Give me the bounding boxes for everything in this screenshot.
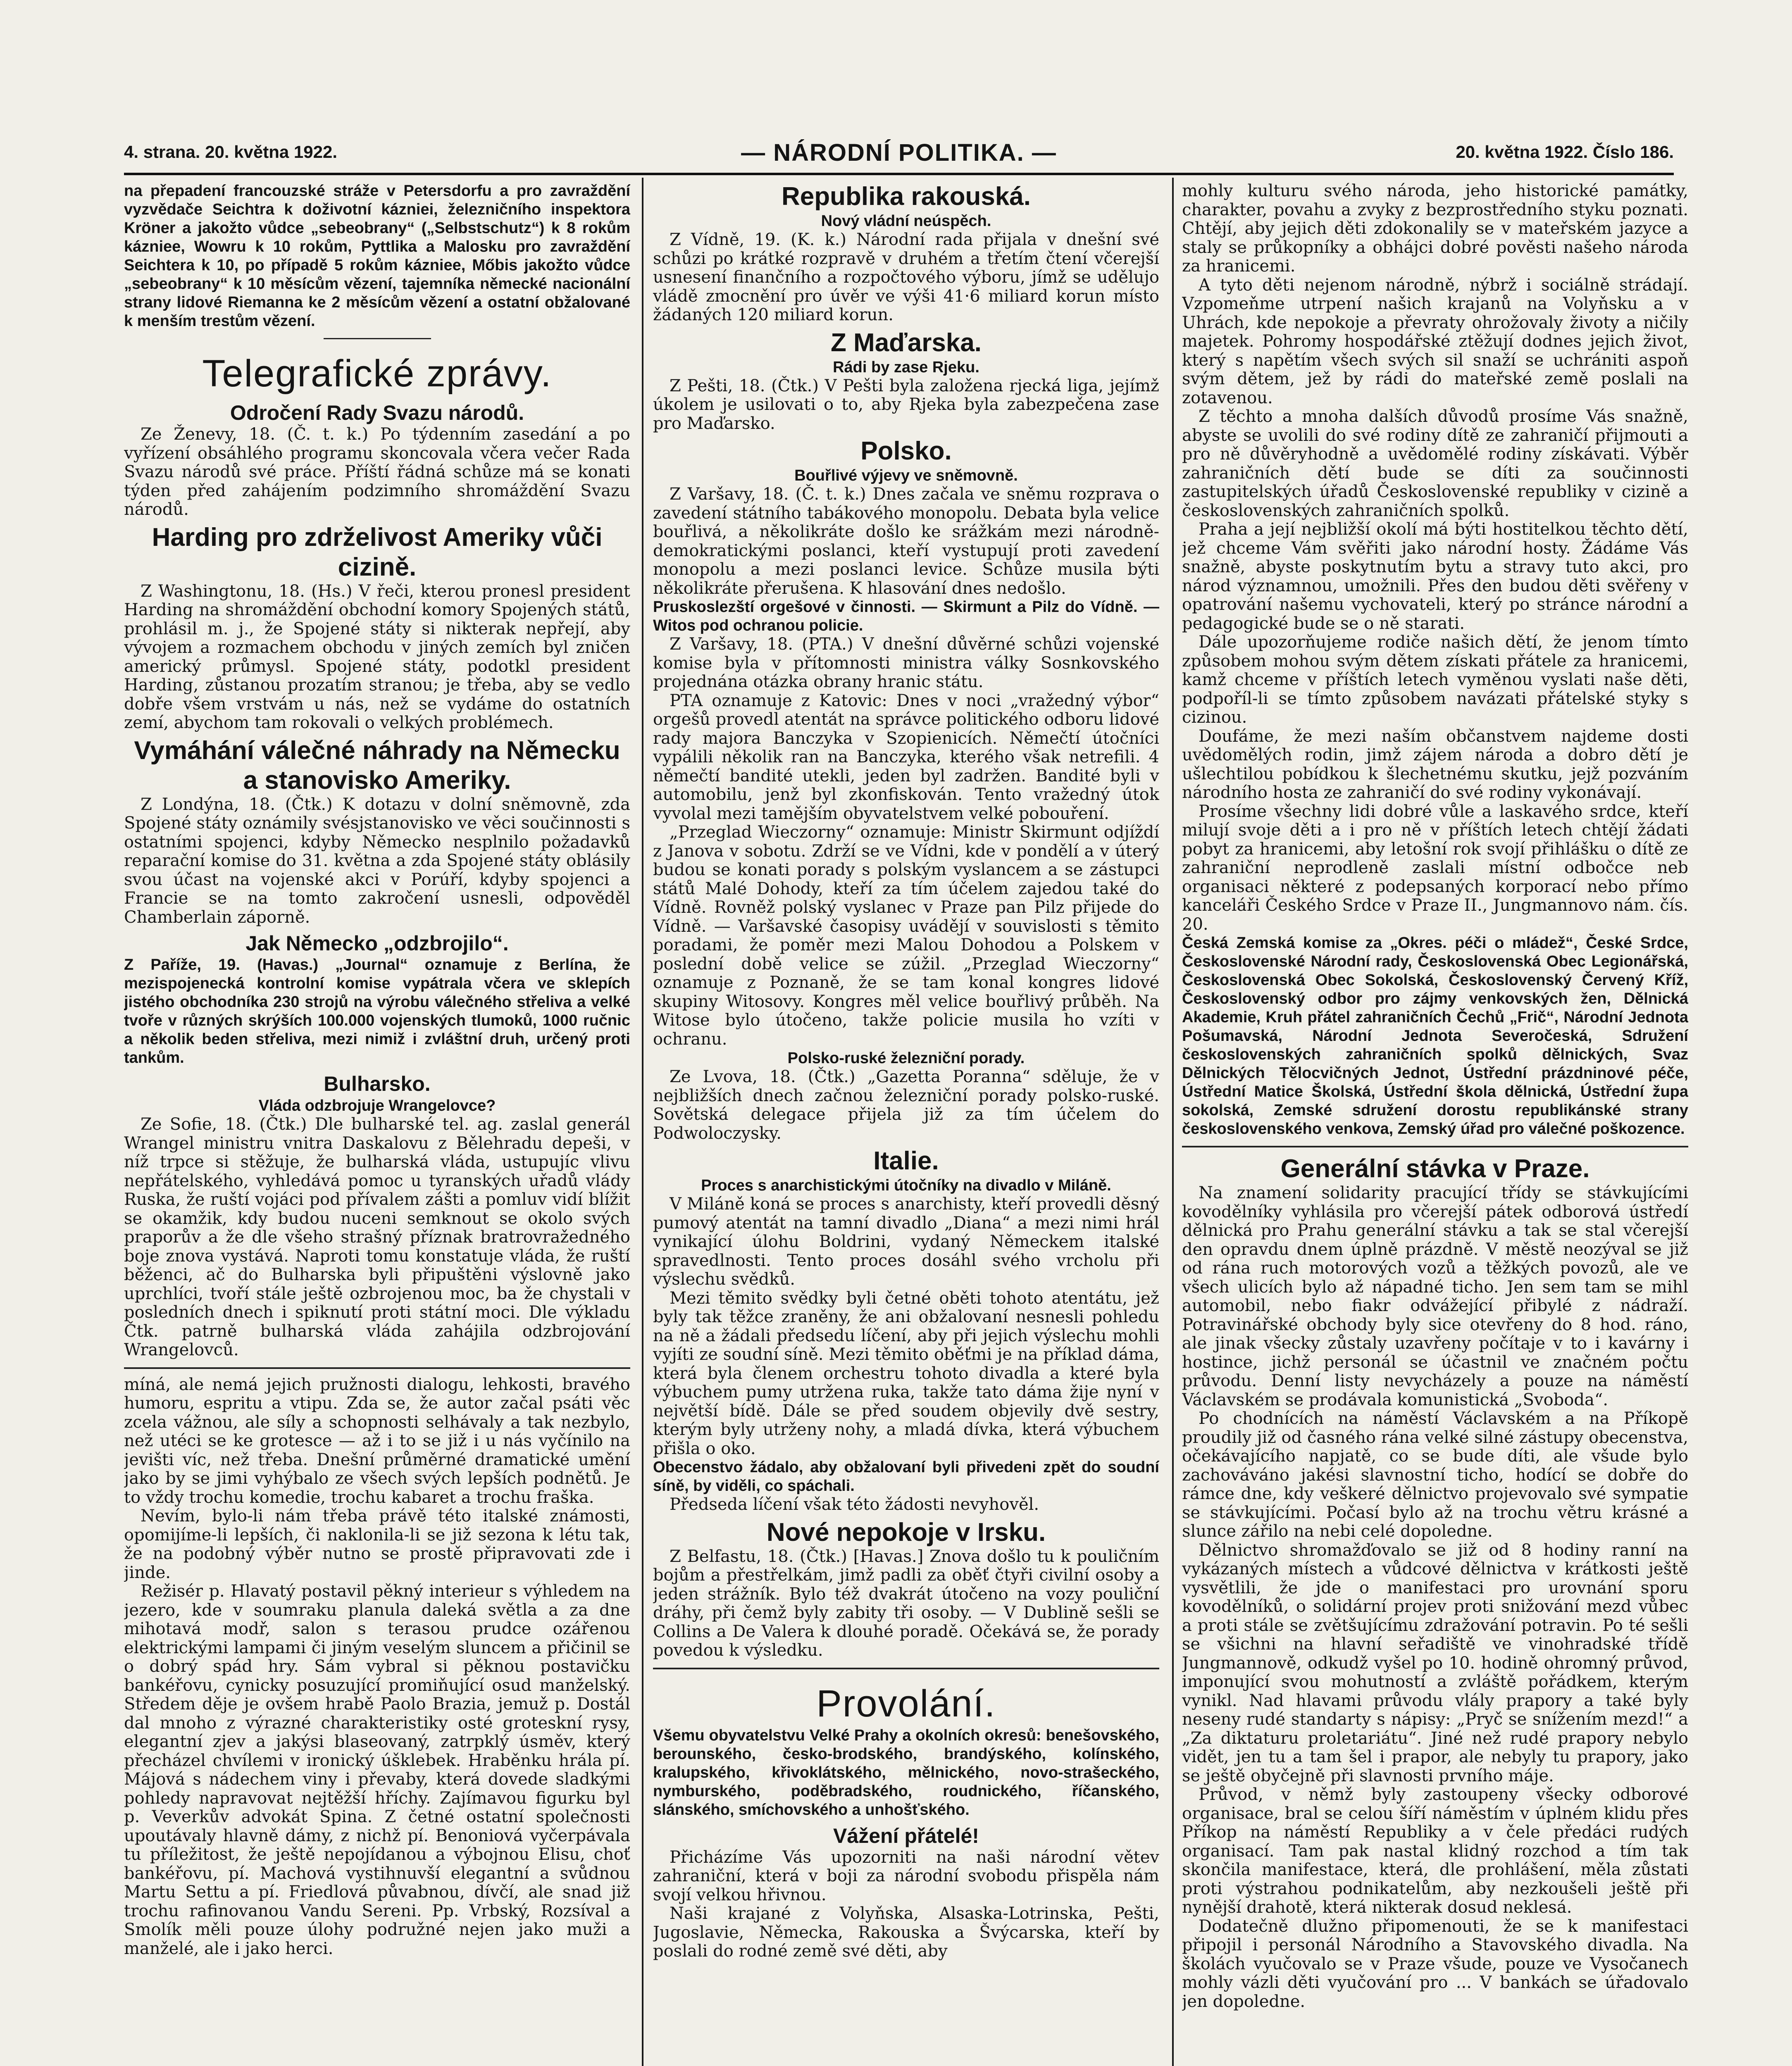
article-stavka-4: Průvod, v němž byly zastoupeny všecky odborové organisace, bral se celou šíří náměstím v úplném klidu přes Příkop na náměstí Republiky a v čele předáci rudých organisací. Tam pak nastal klidný rozchod a tím tak skončila manifestace, která, dle prohlášení, měla zůstati proti výstrahou podnikatelům, aby nezkoušeli ještě při nynější drahotě, která nikterak dosud neklesá. <box>1182 1785 1688 1917</box>
article-irsko: Z Belfastu, 18. (Čtk.) [Havas.] Znova došlo tu k pouličním bojům a přestřelkám, jimž padli za oběť čtyři civilní osoby a jeden strážník. Bylo též dvakrát útočeno na vozy pouliční dráhy, při čemž byly zabity tři osoby. — V Dublině sešli se Collins a De Valera k dlouhé poradě. Očekává se, že porady povedou k výsledku. <box>653 1547 1159 1660</box>
headline-harding: Harding pro zdrželivost Ameriky vůči cizině. <box>152 523 603 581</box>
article-rakousko: Z Vídně, 19. (K. k.) Národní rada přijala v dnešní své schůzi po krátké rozpravě v druhém a třetím čtení včerejší usnesení finančního a rozpočtového výboru, jímž se udělujo vládě zmocnění pro úvěr ve výši 41·6 miliard korun místo žádaných 120 miliard korun. <box>653 230 1159 324</box>
column-2 <box>653 182 1159 2066</box>
article-stavka-5: Dodatečně dlužno připomenouti, že se k manifestaci připojil i personál Národního a Stavovského divadla. Na školách vyučovalo se v Praze všude, pouze ve Vysočanech mohly vázli děti vyučování pro ... V bankách se úřadovalo jen dopoledne. <box>1182 1916 1688 2011</box>
article-prusko-3: „Przeglad Wieczorny“ oznamuje: Ministr Skirmunt odjíždí z Janova v sobotu. Zdrží se ve Vídni, kde v pondělí a v úterý budou se konati porady s polským vyslancem a se zástupci států Malé Dohody, kteří za tím účelem zajedou také do Vídně. Rovněž polský vyslanec v Praze pan Pilz přijede do Vídně. — Varšavské časopisy uvádějí v souvislosti s těmito poradami, že poměr mezi Malou Dohodou a Polskem v poslední době velice se zúžil. „Przeglad Wieczorny“ oznamuje z Poznaně, že se tam konal kongres lidové skupiny Witosovy. Kongres měl velice bouřlivý průběh. Na Witose bylo útočeno, takže policie musila ho vzíti v ochranu. <box>653 823 1159 1049</box>
subheadline-madarsko: Rádi by zase Rjeku. <box>833 358 979 376</box>
provolani-signatories: Česká Zemská komise za „Okres. péči o mládež“, České Srdce, Československé Národní rady, Československá Obec Legionářská, Československá Obec Sokolská, Československý Červený Kříž, Československý odbor pro zájmy venkovských žen, Dělnická Akademie, Kruh přátel zahraničních Čechů „Frič“, Národní Jednota Pošumavská, Národní Jednota Severočeská, Sdružení československých zahraničních spolků dělnických, Svaz Dělnických Tělocvičných Jednot, Ústřední prázdninové péče, Ústřední Matice Školská, Ústřední škola dělnická, Ústřední župa sokolská, Zemské sdružení dorostu republikánské strany československého venkova, Zemský úřad pro válečné poškozence. <box>1182 934 1688 1138</box>
article-harding: Z Washingtonu, 18. (Hs.) V řeči, kterou pronesl president Harding na shromáždění obchodní komory Spojených států, prohlásil m. j., že Spojené státy si nikterak nepřejí, aby vývojem a rozmachem obchodu v jiných zemích byl zničen americký průmysl. Spojené státy, podotkl president Harding, zůstanou prozatím stranou; je třeba, aby se vedlo dobře všem vrstvám u nás, než se vydáme do ostatních zemí, abychom tam rokovali o velkých problémech. <box>124 581 630 732</box>
column-3 <box>1182 182 1688 2066</box>
article-prusko-2: PTA oznamuje z Katovic: Dnes v noci „vražedný výbor“ orgešů provedl atentát na správce politického odboru lidové rady majora Banczyka v Szopienicích. Němečtí útočníci vypálili několik ran na Banczyka, kterého však netrefili. 4 němečtí bandité utekli, jeden byl zadržen. Bandité byli v automobilu, jenž byl zkonfiskován. Tento vražedný útok vyvolal mezi tamějším obyvatelstvem velké pobouření. <box>653 691 1159 823</box>
intro-paragraph: na přepadení francouzské stráže v Petersdorfu a pro zavraždění vyzvědače Seichtra k doživotní kázniei, železničního inspektora Kröner a jakožto vůdce „sebeobrany“ („Selbstschutz“) k 8 rokům kázniee, Wowru k 10 rokům, Pyttlika a Malosku pro zavraždění Seichtera k 10, po případě 5 rokům kázniee, Mőbis jakožto vůdce „sebeobrany“ k 10 měsícům vězení, tajemníka německé nacionální strany lidové Riemanna ke 2 měsícům vězení a ostatní obžalované k menším trestům vězení. <box>124 182 630 330</box>
article-prusko-1: Z Varšavy, 18. (PTA.) V dnešní důvěrné schůzi vojenské komise byla v přítomnosti ministra války Sosnkovského projednána otázka obrany hranic státu. <box>653 635 1159 691</box>
article-stavka-2: Po chodnících na náměstí Václavském a na Příkopě proudily již od časného rána velké silné zástupy obecenstva, očekávajícího napjatě, co se bude díti, ale všude bylo zachováváno jakési slavnostní ticho, hodící se dobře do rámce dne, kdy veškeré dělnictvo projevovalo své sympatie se stávkujícími. Počasí bylo až na trochu větru krásné a slunce zářilo na nebi celé dopoledne. <box>1182 1409 1688 1541</box>
section-title-telegraf: Telegrafické zprávy. <box>202 352 552 395</box>
headline-odroceni: Odročení Rady Svazu národů. <box>230 401 524 424</box>
headline-prusko: Pruskoslezští orgešové v činnosti. — Skirmunt a Pilz do Vídně. — Witos pod ochranou policie. <box>653 598 1159 634</box>
provolani-cont-1: mohly kulturu svého národa, jeho historické památky, charakter, povahu a zvyky z bezprostředního styku poznati. Chtějí, aby jejich děti zdokonalily se v mateřském jazyce a staly se průkopníky a obhájci dobré pověsti našeho národa za hranicemi. <box>1182 182 1688 276</box>
headline-odzbrojilo: Jak Německo „odzbrojilo“. <box>245 932 509 955</box>
subheadline-polskorus: Polsko-ruské železniční porady. <box>787 1050 1025 1067</box>
headline-provolani: Provolání. <box>816 1682 996 1725</box>
masthead <box>124 140 1674 169</box>
section-divider <box>324 338 431 339</box>
provolani-address: Všemu obyvatelstvu Velké Prahy a okolních okresů: benešovského, berounského, česko-brodského, brandýského, kolínského, kralupského, křivoklátského, mělnického, novo-strašeckého, nymburského, poděbradského, roudnického, říčanského, slánského, smíchovského a unhošťského. <box>653 1726 1159 1818</box>
article-italie-bold: Obecenstvo žádalo, aby obžalovaní byli přivedeni zpět do soudní síně, by viděli, co spáchali. <box>653 1459 1159 1495</box>
provolani-cont-4: Praha a její nejbližší okolí má býti hostitelkou těchto dětí, jež chceme Vám svěřiti jako národní hosty. Žádáme Vás snažně, abyste poskytnutím bytu a stravy tuto akci, pro národ významnou, umožnili. Přes den budou děti svěřeny v opatrování našemu vychovateli, který po stránce národní a pedagogické bude se o ně starati. <box>1182 520 1688 633</box>
headline-irsko: Nové nepokoje v Irsku. <box>766 1518 1046 1547</box>
article-stavka-3: Dělnictvo shromažďovalo se již od 8 hodiny ranní na vykázaných místech a vůdcové dělnictva v krátkosti ještě vysvětlili, že jde o manifestaci pro urovnání sporu kovodělníků, o solidární projev proti snižování mezd vůbec a proti stále se zvětšujícímu zdražování potravin. Po té sešli se všichni na hlavní seřadiště ve vinohradské třídě Jungmannově, odkudž vyšel po 10. hodině ohromný průvod, imponující svou mohutností a zvláště pořádkem, kterým vynikl. Nad hlavami průvodu vlály prapory a také byly neseny rudé standarty s nápisy: „Pryč se snížením mezd!“ a „Za diktaturu proletariátu“. Jiné než rudé prapory nebylo vidět, jen tu a tam šel i prapor, ale nebyly tu prapory, jako se ještě obyčejně při slavnosti prvního máje. <box>1182 1540 1688 1785</box>
article-polsko: Z Varšavy, 18. (Č. t. k.) Dnes začala ve sněmu rozprava o zavedení státního tabákového monopolu. Debata byla velice bouřlivá, a několikráte došlo ke srážkám mezi národně-demokratickými poslanci, kteří vystupují proti zavedení monopolu a mezi poslanci levice. Schůze musila býti několikráte přerušena. K hlasování dnes nedošlo. <box>653 485 1159 598</box>
article-italie-1: V Miláně koná se proces s anarchisty, kteří provedli děsný pumový atentát na tamní divadlo „Diana“ a mezi nimi hrál vynikající úlohu Boldrini, vydaný Německem italské spravedlnosti. Tento proces dosáhl svého vrcholu při výslechu svědků. <box>653 1195 1159 1289</box>
provolani-cont-2: A tyto děti nejenom národně, nýbrž i sociálně strádají. Vzpomeňme utrpení našich krajanů na Volyňsku a v Uhrách, kde nepokoje a převraty ohrožovaly životy a ničily majetek. Pohromy hospodářské ztěžují dodnes jejich život, který s napětím všech svých sil snaží se uchrániti aspoň svým dětem, jež by rádi do mateřské země poslali na zotavenou. <box>1182 275 1688 407</box>
provolani-cont-6: Doufáme, že mezi naším občanstvem najdeme dosti uvědomělých rodin, jimž zájem národa a dobro dětí je ušlechtilou pobídkou k šlechetnému skutku, jejž pozváním národního hosta ze zahraničí do své rodiny vykonávají. <box>1182 726 1688 802</box>
provolani-cont-5: Dále upozorňujeme rodiče našich dětí, že jenom tímto způsobem mohou svým dětem získati přátele za hranicemi, kamž chceme v příštích letech vyměnou vyslati naše děti, podpoříl-li se tímto způsobem navázati přátelské styky s cizinou. <box>1182 633 1688 727</box>
feuilleton-paragraph-1: míná, ale nemá jejich pružnosti dialogu, lehkosti, bravého humoru, espritu a vtipu. Zda se, že autor začal psáti věc zcela vážnou, ale síly a schopnosti selhávaly a tak nezbylo, než utéci se ke grotesce — až i to se již i u nás vyčínilo na jevišti víc, než třeba. Dnešní průměrné dramatické umění jako by se jimi vyhýbalo ze všech svých lepších podnětů. Je to vždy trochu komedie, trochu kabaret a trochu fraška. <box>124 1375 630 1507</box>
article-italie-2: Mezi těmito svědky byli četné oběti tohoto atentátu, jež byly tak těžce zraněny, že ani obžalovaní nesnesli pohledu na ně a žádali předsedu líčení, aby při jejich výslechu mohli vyjíti ze soudní síně. Mezi těmito oběťmi je na příklad dáma, která byla členem orchestru tohoto divadla a které byla výbuchem pumy utržena ruka, takže tato dáma žije nyní v největší bídě. Dále se před soudem objevily dvě sestry, kterým byly utrženy nohy, a mladá dívka, která výbuchem přišla o oko. <box>653 1288 1159 1458</box>
subheadline-rakousko: Nový vládní neúspěch. <box>821 212 991 230</box>
column-rule-1 <box>642 178 643 2066</box>
column-rule-2 <box>1172 178 1174 2066</box>
article-odzbrojilo: Z Paříže, 19. (Havas.) „Journal“ oznamuje z Berlína, že mezispojenecká kontrolní komise vypátrala včera ve sklepích jistého obchodníka 230 strojů na výrobu válečného střeliva a velké tvoře v různých skrýších 100.000 vojenských tlumoků, 1000 ručnic a několik beden střeliva, mezi nimiž i zvláštní druh, určený proti tankům. <box>124 956 630 1066</box>
provolani-cont-3: Z těchto a mnoha dalších důvodů prosíme Vás snažně, abyste se uvolili do své rodiny dítě ze zahraničí přijmouti a pro ně důvěryhodně a uvědomělé rodiny získávati. Výběr zahraničních dětí bude se díti za součinnosti zastupitelských úřadů Československé republiky v cizině a československých zahraničních spolků. <box>1182 407 1688 520</box>
feuilleton-paragraph-2: Nevím, bylo-li nám třeba právě této italské známosti, opomijíme-li lepších, či naklonila-li se již sezona k létu tak, že na podobný výběr nutno se prostě připravovati zde i jinde. <box>124 1507 630 1582</box>
headline-italie: Italie. <box>873 1147 939 1175</box>
article-odroceni: Ze Ženevy, 18. (Č. t. k.) Po týdenním zasedání a po vyřízení obsáhlého programu skoncovala včera večer Rada Svazu národů své práce. Příští řádná schůze má se konati týden před zahájením podzimního shromáždění Svazu národů. <box>124 425 630 519</box>
article-bulharsko: Ze Sofie, 18. (Čtk.) Dle bulharské tel. ag. zaslal generál Wrangel ministru vnitra Daskalovu z Bělehradu depeši, v níž trpce si stěžuje, že bulharská vláda, ustupujíc vlivu nepřátelského, vyhledává pomoc u tyranských uřadů vlády Ruska, že ruští vojáci pod přívalem zášti a pomluv vidí blížit se okamžik, kdy budou nuceni semknout se okolo svých praporův a že dle všeho strašný příznak bratrovražedného boje znova vystává. Naproti tomu konstatuje vláda, že ruští běženci, ač do Bulharska byli připuštěni výslovně jako uprchlíci, tvoří stále ještě ozbrojenou moc, ba že chystali v posledních dnech i spiknutí proti státní moci. Dle výkladu Čtk. patrně bulharská vláda zahájila odzbrojování Wrangelovců. <box>124 1115 630 1359</box>
column-1 <box>124 182 630 2066</box>
stavka-divider <box>1182 1146 1688 1147</box>
page-number-date: 4. strana. 20. května 1922. <box>124 142 337 162</box>
provolani-paragraph-1: Přicházíme Vás upozorniti na naši národní větev zahraniční, která v boji za národní svobodu přispěla nám svojí velkou hřivnou. <box>653 1847 1159 1904</box>
article-polskorus: Ze Lvova, 18. (Čtk.) „Gazetta Poranna“ sděluje, že v nejbližších dnech začnou železniční porady polsko-ruské. Sovětská delegace přijela již za tím účelem do Podwoloczysky. <box>653 1067 1159 1143</box>
provolani-salutation: Vážení přátelé! <box>833 1824 979 1847</box>
masthead-rule <box>124 173 1674 175</box>
subheadline-italie: Proces s anarchistickými útočníky na divadlo v Miláně. <box>701 1177 1111 1194</box>
provolani-divider <box>653 1668 1159 1669</box>
provolani-cont-7: Prosíme všechny lidi dobré vůle a laskavého srdce, kteří milují svoje děti a i pro ně v příštích letech chtějí žádati pobyt za hranicemi, aby letošní rok svojí přihlášku o dítě ze zahraniční neprodleně zaslali místní odbočce neb organisaci některé z podepsaných korporací nebo přímo kanceláři Českého Srdce v Praze II., Jungmannovo nám. čís. 20. <box>1182 802 1688 934</box>
issue-date-number: 20. května 1922. Číslo 186. <box>1456 142 1674 162</box>
feuilleton-divider <box>124 1367 630 1369</box>
article-madarsko: Z Pešti, 18. (Čtk.) V Pešti byla založena rjecká liga, jejímž úkolem je usilovati o to, aby Rjeka byla zabezpečena zase pro Maďarsko. <box>653 376 1159 433</box>
subheadline-polsko: Bouřlivé výjevy ve sněmovně. <box>794 467 1018 484</box>
headline-polsko: Polsko. <box>860 437 952 465</box>
headline-bulharsko: Bulharsko. <box>324 1072 431 1095</box>
headline-stavka: Generální stávka v Praze. <box>1280 1154 1590 1183</box>
feuilleton-paragraph-3: Režisér p. Hlavatý postavil pěkný interieur s výhledem na jezero, kde v soumraku planula daleká světla a za dne mihotavá modř, salon s terasou prudce ozářenou elektrickými lampami či jiným veselým sluncem a přičinil se o dobrý spád hry. Sám vybral si pěknou postavičku bankéřovu, cynicky posuzující promiňující osud manželský. Středem děje je ovšem hrabě Paolo Brazia, jemuž p. Dostál dal mnoho z výrazné charakteristiky osté groteskní rysy, elegantní zjev a jakýsi blaseovaný, zatrpklý úsměv, který přecházel chvílemi v ironický úšklebek. Hraběnku hrála pí. Májová s nádechem viny i převaby, která dovede sladkými pohledy napravovat nejtěžší hříchy. Zajímavou figurku byl p. Veverkův advokát Spina. Z četné ostatní společnosti upoutávaly hlavně dámy, z nichž pí. Benoniová vyčerpávala tu příležitost, že ještě nepojídanou a výbojnou Elisu, choť bankéřovu, pí. Machová vystihnuvší elegantní a svůdnou Martu Settu a pí. Friedlová půvabnou, dívčí, ale snad již trochu rafinovanou Vandu Sereni. Pp. Vrbský, Rozsíval a Smolík měli pouze úlohy podružné nejen jako muži a manželé, ale i jako herci. <box>124 1582 630 1958</box>
headline-rakousko: Republika rakouská. <box>781 182 1031 211</box>
newspaper-title: — NÁRODNÍ POLITIKA. — <box>741 139 1057 166</box>
headline-madarsko: Z Maďarska. <box>830 328 982 357</box>
provolani-paragraph-2: Naši krajané z Volyňska, Alsaska-Lotrinska, Pešti, Jugoslavie, Německa, Rakouska a Švýcarska, kteří by poslali do rodné země své děti, aby <box>653 1904 1159 1961</box>
headline-vymahani: Vymáhání válečné náhrady na Německu a stanovisko Ameriky. <box>134 736 620 795</box>
article-stavka-1: Na znamení solidarity pracující třídy se stávkujícími kovodělníky vyhlásila pro včerejší pátek odborová ústředí dělnická pro Prahu generální stávku a tak se stal včerejší den opravdu dnem úplně prázdně. V městě neozýval se již od rána ruch motorových vozů a těžkých povozů, ale ve všech ulicích bylo až nápadné ticho. Jen sem tam se mihl automobil, nebo fiakr odvážející přibylé z nádraží. Potravinářské obchody byly sice otevřeny do 8 hod. ráno, ale jinak všecky zůstaly uzavřeny počítaje v to i kavárny i hostince, jichž personál se účastnil ve značném počtu průvodu. Denní listy nevycházely a pouze na náměstí Václavském se prodávala komunistická „Svoboda“. <box>1182 1183 1688 1409</box>
subheadline-bulharsko: Vláda odzbrojuje Wrangelovce? <box>258 1097 496 1114</box>
article-vymahani: Z Londýna, 18. (Čtk.) K dotazu v dolní sněmovně, zda Spojené státy oznámily svésjstanovisko ve věci součinnosti s ostatními spojenci, kdyby Německo nesplnilo požadavků reparační komise do 31. května a zda Spojené státy oblásily svou účast na vojenské akci v Porúří, kdyby spojenci a Francie se na tomto zakročení usnesli, odpověděl Chamberlain záporně. <box>124 795 630 927</box>
article-italie-3: Předseda líčení však této žádosti nevyhověl. <box>670 1495 1039 1514</box>
